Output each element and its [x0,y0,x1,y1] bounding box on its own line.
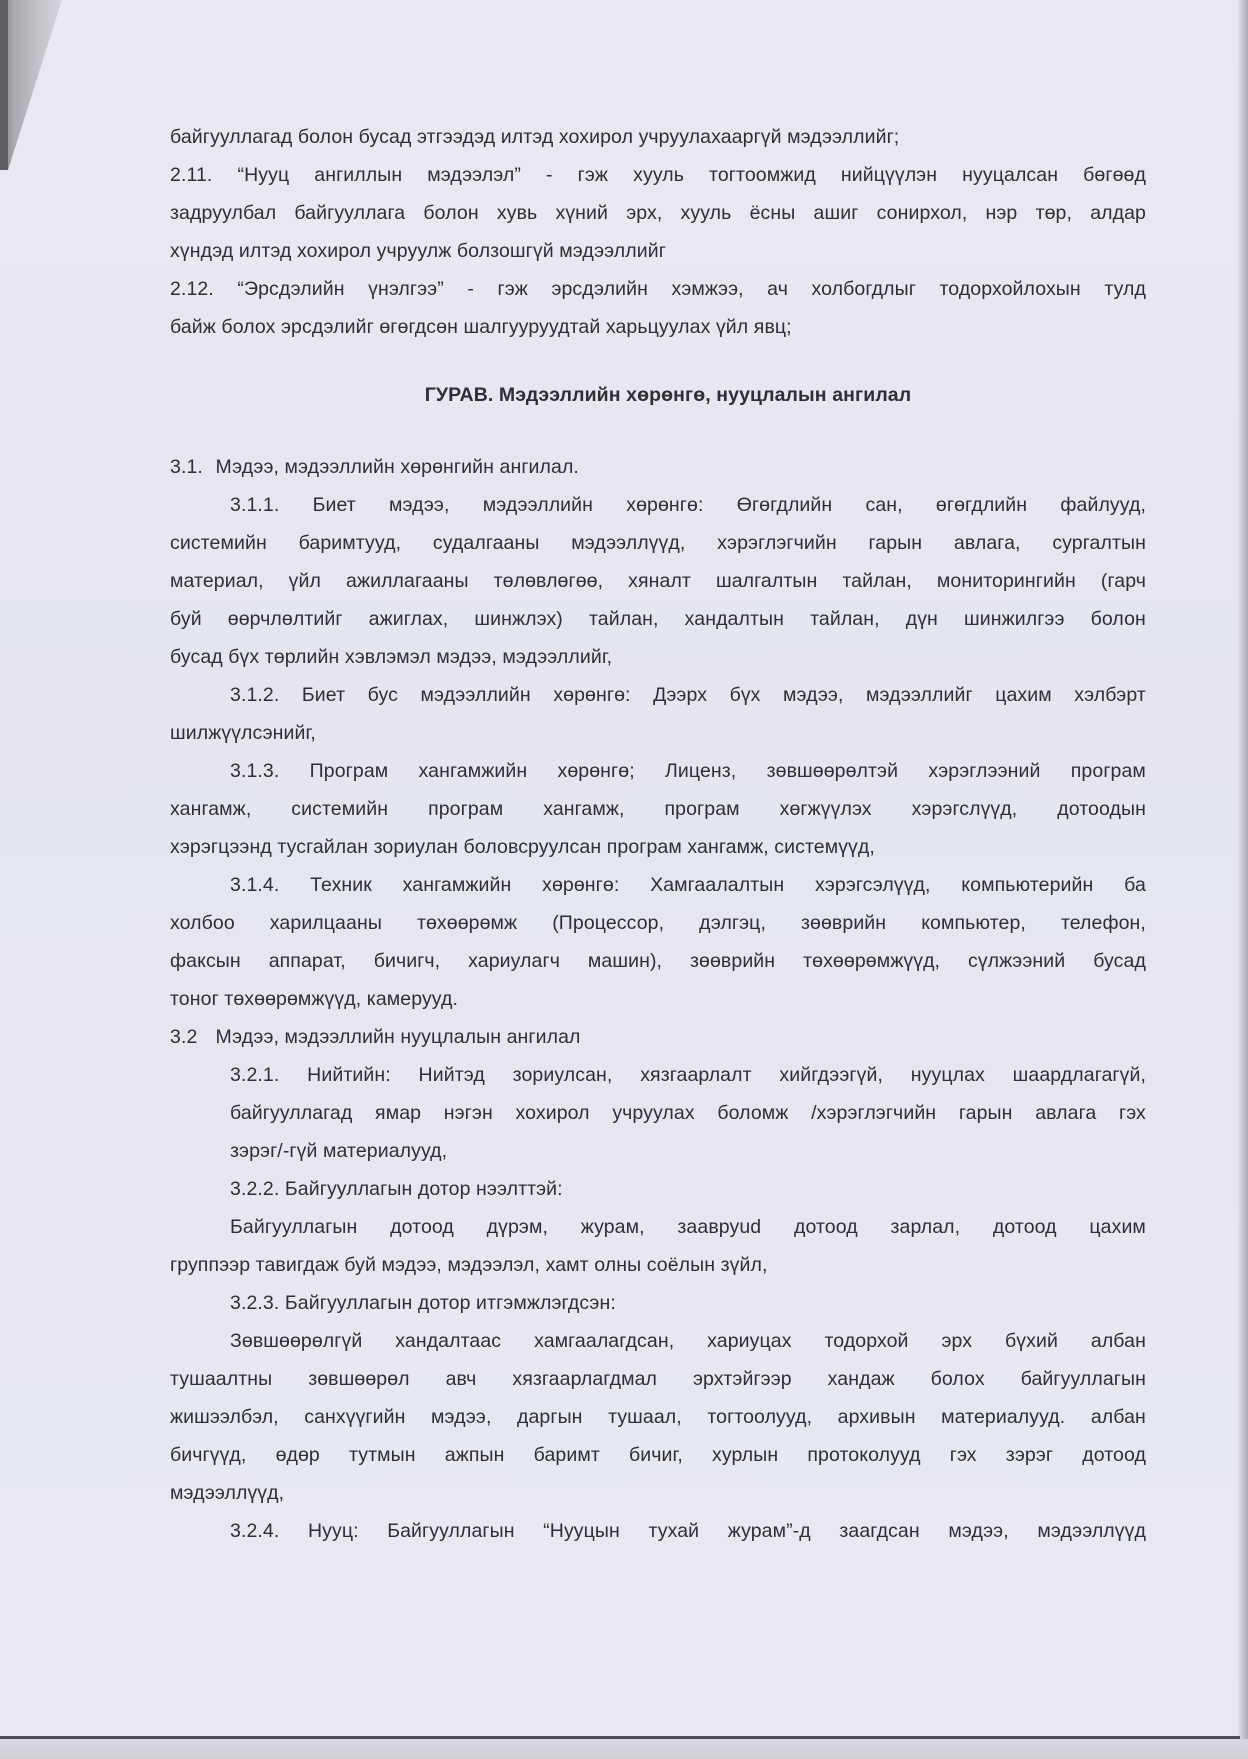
word: авч [445,1368,477,1390]
word: мэдээллийг [866,684,973,706]
word: зарлал, [890,1216,961,1238]
word: материалууд. [941,1406,1066,1428]
word: төлөвлөгөө, [493,570,604,592]
word: хэрэгсэлүүд, [815,874,931,896]
word: учруулах [612,1102,695,1124]
word: хандаж [827,1368,895,1390]
word: ямар [375,1102,422,1124]
word: ашиг [813,202,859,224]
word: мэдээллүүд [1037,1520,1146,1542]
word: бичиг, [629,1444,683,1466]
word: Техник [310,874,372,896]
word: хангамжийн [402,874,512,896]
word: гэж [577,164,609,186]
word: санхүүгийн [304,1406,406,1428]
word: хөрөнгө: [542,874,620,896]
item-3-2-1-line [170,1094,1146,1132]
word: сургалтын [1052,532,1146,554]
item-3-2-3-line [170,1398,1146,1436]
word: өдөр [275,1444,320,1466]
word: 3.2.4. [230,1520,280,1542]
subsection-number: 3.2 [170,1026,198,1048]
word: шаардлагагүй, [1012,1064,1146,1086]
word: компьютер, [921,912,1026,934]
item-3-1-1-line: бусад бүх төрлийн хэвлэмэл мэдээ, мэдээллийг, [170,646,613,668]
word: хурлын [712,1444,779,1466]
word: зөөврийн [689,950,776,972]
word: хөгжүүлэх [779,798,872,820]
text-line [170,270,1146,308]
word: “Нууцын [543,1520,620,1542]
word: хэрэглээний [928,760,1041,782]
word: хүний [555,202,609,224]
word: Нийтийн: [307,1064,391,1086]
word: тайлан, [810,608,880,630]
word: боломж [717,1102,789,1124]
word: шинжилгээ [964,608,1065,630]
word: зориулсан, [512,1064,613,1086]
word: хязгаарлалт [640,1064,752,1086]
item-3-1-3-line [170,790,1146,828]
word: хууль [633,164,684,186]
word: мэдээ, [948,1520,1009,1542]
text-line: байж болох эрсдэлийг өгөгдсөн шалгууруудтай харьцуулах үйл явц; [170,316,792,338]
word: сан, [865,494,903,516]
word: ажпын [444,1444,505,1466]
word: бөгөөд [1083,164,1146,186]
word: тутмын [349,1444,416,1466]
word: эрх, [626,202,663,224]
word: - [467,278,474,300]
item-3-2-1-line: зэрэг/-гүй материалууд, [230,1140,448,1162]
word: авлага [1035,1102,1097,1124]
word: тайлан, [588,608,659,630]
word: Програм [309,760,389,782]
word: Биет [312,494,356,516]
item-3-2-4-line [170,1512,1146,1550]
word: үнэлгээ” [368,278,444,300]
word: судалгааны [432,532,540,554]
word: тушаал, [608,1406,682,1428]
word: дүн [905,608,938,630]
word: тогтоолууд, [707,1406,813,1428]
word: 3.1.1. [230,494,280,516]
word: Биет [301,684,346,706]
item-3-1-3-line [170,752,1146,790]
word: бус [367,684,398,706]
word: мэдээ, [783,684,844,706]
subsection-title: Мэдээ, мэдээллийн нууцлалын ангилал [215,1026,581,1048]
word: даргын [516,1406,583,1428]
item-3-1-1-line [170,486,1146,524]
word: Дээрх [653,684,708,706]
word: цахим [1089,1216,1146,1238]
text-line [170,194,1146,232]
word: дотоод [1082,1444,1146,1466]
word: төхөөрөмжүүд, [803,950,941,972]
text-line: хүндэд илтэд хохирол учруулж болзошгүй мэдээллийг [170,240,666,262]
word: мэдээ, [389,494,450,516]
word: холбогдлыг [811,278,916,300]
word: шинжлэх) [474,608,563,630]
word: холбоо [170,912,235,934]
word: болон [423,202,479,224]
word: албан [1090,1330,1146,1352]
word: тушаалтны [170,1368,273,1390]
word: - [546,164,553,186]
word: гэх [1118,1102,1146,1124]
word: эрх [941,1330,973,1352]
word: хохирол [515,1102,590,1124]
word: Нийтэд [418,1064,485,1086]
word: мэдээллийн [420,684,531,706]
word: буй [170,608,202,630]
word: Байгууллагын [230,1216,358,1238]
word: тайлан, [842,570,912,592]
word: өөрчлөлтийг [227,608,343,630]
word: дотоод [793,1216,858,1238]
word: алдар [1090,202,1146,224]
word: тухай [648,1520,700,1542]
item-3-1-3-line: хэрэгцээнд тусгайлан зориулан боловсруулсан програм хангамж, системүүд, [170,836,875,858]
word: Өгөгдлийн [736,494,833,516]
subsection-3-2 [170,1018,1146,1056]
text-line: байгууллагад болон бусад этгээдэд илтэд хохирол учруулахааргүй мэдээллийг; [170,126,900,148]
item-3-1-4-line [170,904,1146,942]
word: бичгүүд, [170,1444,247,1466]
word: ангиллын [314,164,403,186]
word: хангамж, [543,798,625,820]
word: хийгдээгүй, [779,1064,883,1086]
item-3-2-1-line [170,1056,1146,1094]
word: системийн [291,798,389,820]
word: архивын [837,1406,916,1428]
item-3-2-2-line [170,1208,1146,1246]
item-3-2-2-title: 3.2.2. Байгууллагын дотор нээлттэй: [230,1178,563,1200]
word: програм [664,798,740,820]
word: баримтууд, [298,532,402,554]
word: хамгаалагдсан, [534,1330,675,1352]
item-3-1-2-line: шилжүүлсэнийг, [170,722,316,744]
word: протоколууд [807,1444,921,1466]
word: Нууц: [307,1520,359,1542]
word: нийцүүлэн [840,164,938,186]
subsection-number: 3.1. [170,456,203,478]
page-edge-right [1238,0,1248,1759]
word: сүлжээний [967,950,1066,972]
word: нэр [985,202,1018,224]
word: байгууллага [294,202,406,224]
word: зэрэг [1005,1444,1054,1466]
word: (Процессор, [552,912,665,934]
word: хангамж, [170,798,252,820]
item-3-1-4-line [170,866,1146,904]
word: бүхий [1005,1330,1058,1352]
word: 2.11. [170,164,213,186]
word: хөрөнгө: [626,494,704,516]
word: ёсны [749,202,796,224]
word: дотоод [390,1216,454,1238]
word: нууцалсан [962,164,1059,186]
word: нууцлах [910,1064,985,1086]
word: бүх [729,684,761,706]
word: хяналт [628,570,691,592]
word: хандалтаас [395,1330,502,1352]
word: програм [428,798,504,820]
word: ба [1124,874,1146,896]
word: 3.1.4. [230,874,280,896]
word: цахим [995,684,1052,706]
word: хөрөнгө: [553,684,631,706]
item-3-2-3-title: 3.2.3. Байгууллагын дотор итгэмжлэгдсэн: [230,1292,616,1314]
word: тулд [1104,278,1146,300]
word: Хамгаалалтын [650,874,785,896]
word: гэж [497,278,528,300]
word: болох [930,1368,985,1390]
folded-corner [0,0,70,170]
word: гарын [958,1102,1013,1124]
word: авлага, [953,532,1021,554]
word: /хэрэглэгчийн [811,1102,937,1124]
word: шалгалтын [715,570,818,592]
word: програм [1070,760,1146,782]
word: Лиценз, [665,760,737,782]
word: бусад [1093,950,1146,972]
word: дэлгэц, [699,912,766,934]
subsection-3-1 [170,448,1146,486]
text-line [170,156,1146,194]
word: хариуцах [707,1330,792,1352]
word: хэмжээ, [671,278,744,300]
word: болон [1090,608,1146,630]
word: эрсдэлийн [551,278,648,300]
word: “Эрсдэлийн [237,278,345,300]
word: системийн [170,532,267,554]
word: задруулбал [170,202,277,224]
page-bottom-shade [0,1739,1248,1759]
item-3-1-1-line [170,562,1146,600]
word: “Нууц [237,164,290,186]
word: харилцааны [269,912,382,934]
word: нэгэн [443,1102,493,1124]
word: Зөвшөөрөлгүй [230,1330,363,1352]
word: ач [767,278,788,300]
word: хангамжийн [418,760,528,782]
word: байгууллагад [230,1102,353,1124]
item-3-2-3-line [170,1436,1146,1474]
word: телефон, [1060,912,1146,934]
word: жишээлбэл, [170,1406,279,1428]
word: тодорхойлохын [939,278,1081,300]
subsection-title: Мэдээ, мэдээллийн хөрөнгийн ангилал. [215,456,579,478]
word: Байгууллагын [387,1520,515,1542]
word: материал, [170,570,264,592]
word: хөрөнгө; [557,760,635,782]
word: дотоодын [1057,798,1146,820]
word: факсын [170,950,241,972]
section-heading: ГУРАВ. Мэдээллийн хөрөнгө, нууцлалын ангилал [424,384,912,406]
word: албан [1090,1406,1146,1428]
word: хэрэглэгчийн [717,532,837,554]
word: тодорхой [824,1330,909,1352]
word: эрхтэйгээр [692,1368,792,1390]
word: заагдсан [839,1520,920,1542]
item-3-2-2-line: группээр тавигдаж буй мэдээ, мэдээлэл, хамт олны соёлын зүйл, [170,1254,768,1276]
word: төхөөрөмж [416,912,518,934]
word: мониторингийн [936,570,1076,592]
word: хариулагч [468,950,560,972]
item-3-2-3-line: мэдээллүүд, [170,1482,285,1504]
item-3-2-3-line [170,1322,1146,1360]
page-bottom-rule [0,1736,1240,1739]
word: өгөгдлийн [935,494,1028,516]
word: хувь [496,202,538,224]
word: төр, [1035,202,1073,224]
word: мэдээлэл” [427,164,521,186]
word: баримт [533,1444,600,1466]
word: сонирхол, [876,202,968,224]
word: 3.1.2. [230,684,280,706]
word: мэдээллийн [482,494,594,516]
word: зөөврийн [800,912,887,934]
word: хууль [680,202,732,224]
word: аппарат, [268,950,346,972]
document-body [170,118,1146,1550]
word: мэдээллүүд, [571,532,686,554]
word: заавруud [677,1216,762,1238]
word: хэлбэрт [1074,684,1146,706]
item-3-1-2-line [170,676,1146,714]
word: үйл [288,570,321,592]
item-3-1-1-line [170,524,1146,562]
word: дүрэм, [486,1216,548,1238]
page-edge-left [0,0,8,170]
word: 3.1.3. [230,760,280,782]
word: бичигч, [373,950,441,972]
word: журам”-д [727,1520,811,1542]
word: гарын [868,532,923,554]
word: (гарч [1100,570,1146,592]
word: компьютерийн [961,874,1094,896]
word: машин), [587,950,663,972]
item-3-1-1-line [170,600,1146,638]
word: байгууллагын [1020,1368,1146,1390]
item-3-1-4-line [170,942,1146,980]
word: зөвшөөрөл [308,1368,410,1390]
word: мэдээ, [431,1406,492,1428]
item-3-1-4-line: тоног төхөөрөмжүүд, камерууд. [170,988,459,1010]
word: хязгаарлагдмал [512,1368,658,1390]
word: хандалтын [684,608,784,630]
word: 2.12. [170,278,214,300]
word: гэх [949,1444,977,1466]
word: ажиглах, [368,608,449,630]
word: хэрэгслүүд, [911,798,1018,820]
word: журам, [580,1216,645,1238]
word: файлууд, [1060,494,1146,516]
item-3-2-3-line [170,1360,1146,1398]
word: тогтоомжид [709,164,816,186]
word: дотоод [992,1216,1057,1238]
word: 3.2.1. [230,1064,280,1086]
word: ажиллагааны [346,570,469,592]
word: зөвшөөрөлтэй [766,760,899,782]
